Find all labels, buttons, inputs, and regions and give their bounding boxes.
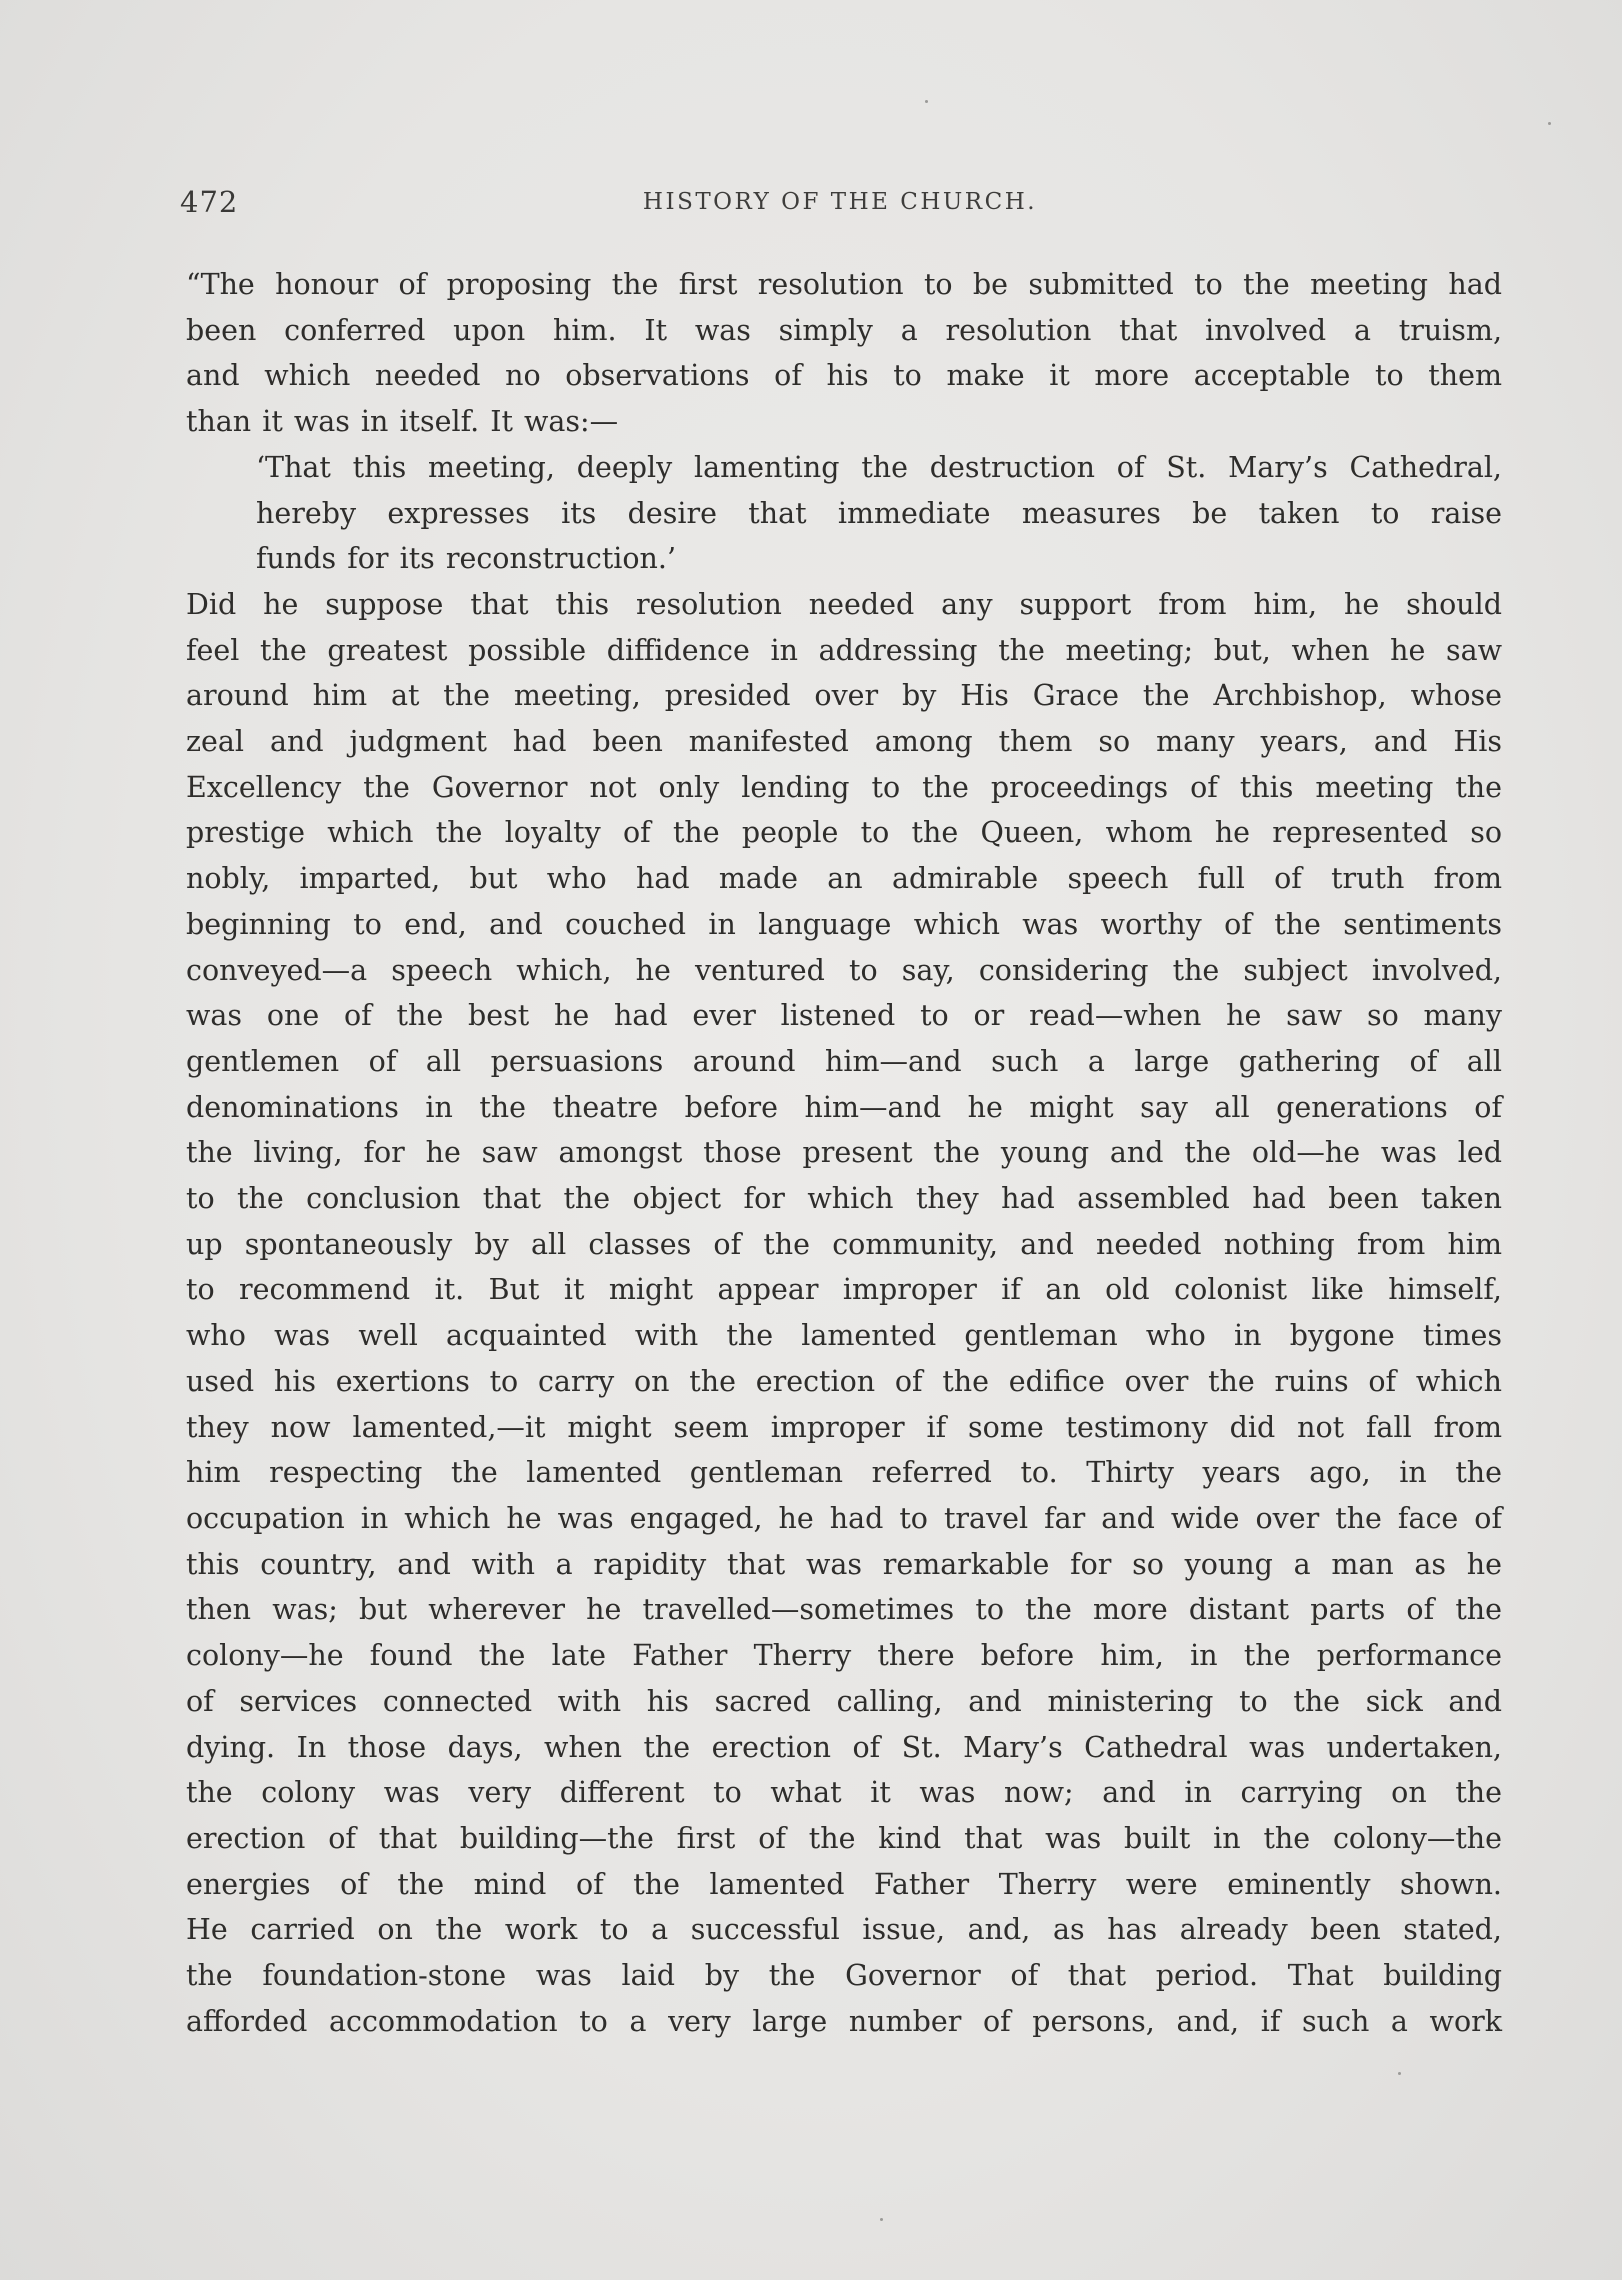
text-line: hereby expresses its desire that immediate measures be taken to raise [256, 496, 1502, 530]
text-line: they now lamented,—it might seem improper if some testimony did not fall from [186, 1410, 1502, 1444]
text-line: erection of that building—the first of the kind that was built in the colony—the [186, 1821, 1502, 1855]
text-line: of services connected with his sacred calling, and ministering to the sick and [186, 1684, 1502, 1718]
text-line: was one of the best he had ever listened to or read—when he saw so many [186, 999, 1502, 1033]
resolution-quote [186, 445, 1502, 582]
body-text [186, 262, 1502, 2044]
text-line: Did he suppose that this resolution needed any support from him, he should [186, 587, 1502, 621]
page-header [180, 185, 1500, 229]
text-line: feel the greatest possible diffidence in addressing the meeting; but, when he saw [186, 633, 1502, 667]
text-line: gentlemen of all persuasions around him—and such a large gathering of all [186, 1044, 1502, 1078]
text-line: occupation in which he was engaged, he had to travel far and wide over the face of [186, 1501, 1502, 1535]
text-line: beginning to end, and couched in language which was worthy of the sentiments [186, 907, 1502, 941]
text-line: up spontaneously by all classes of the community, and needed nothing from him [186, 1227, 1502, 1261]
text-line: who was well acquainted with the lamented gentleman who in bygone times [186, 1319, 1502, 1353]
text-line: to the conclusion that the object for which they had assembled had been taken [186, 1182, 1502, 1216]
text-line: the foundation-stone was laid by the Governor of that period. That building [186, 1959, 1502, 1993]
paper-speck [1398, 2072, 1401, 2075]
text-line: been conferred upon him. It was simply a resolution that involved a truism, [186, 313, 1502, 347]
text-line: him respecting the lamented gentleman referred to. Thirty years ago, in the [186, 1456, 1502, 1490]
text-line: to recommend it. But it might appear improper if an old colonist like himself, [186, 1273, 1502, 1307]
paper-speck [925, 100, 928, 103]
text-line: prestige which the loyalty of the people to the Queen, whom he represented so [186, 816, 1502, 850]
text-line: denominations in the theatre before him—and he might say all generations of [186, 1090, 1502, 1124]
text-line: funds for its reconstruction.’ [256, 542, 677, 576]
intro-paragraph [186, 262, 1502, 445]
text-line: used his exertions to carry on the erection of the edifice over the ruins of which [186, 1364, 1502, 1398]
text-line: dying. In those days, when the erection of St. Mary’s Cathedral was undertaken, [186, 1730, 1502, 1764]
text-line: ‘That this meeting, deeply lamenting the destruction of St. Mary’s Cathedral, [256, 450, 1502, 484]
text-line: than it was in itself. It was:— [186, 405, 619, 439]
page-number: 472 [180, 185, 239, 219]
text-line: nobly, imparted, but who had made an admirable speech full of truth from [186, 862, 1502, 896]
text-line: “The honour of proposing the first resolution to be submitted to the meeting had [186, 268, 1502, 301]
text-line: energies of the mind of the lamented Father Therry were eminently shown. [186, 1867, 1502, 1901]
main-paragraph [186, 582, 1502, 2045]
running-title: HISTORY OF THE CHURCH. [642, 189, 1038, 215]
text-line: and which needed no observations of his to make it more acceptable to them [186, 359, 1502, 393]
text-line: the colony was very different to what it was now; and in carrying on the [186, 1776, 1502, 1810]
text-line: Excellency the Governor not only lending to the proceedings of this meeting the [186, 770, 1502, 804]
text-line: around him at the meeting, presided over by His Grace the Archbishop, whose [186, 679, 1502, 713]
text-line: then was; but wherever he travelled—sometimes to the more distant parts of the [186, 1593, 1502, 1627]
text-line: zeal and judgment had been manifested among them so many years, and His [186, 725, 1502, 759]
text-line: conveyed—a speech which, he ventured to say, considering the subject involved, [186, 953, 1502, 987]
paper-speck [1548, 122, 1551, 125]
paper-speck [880, 2218, 883, 2221]
text-line: the living, for he saw amongst those present the young and the old—he was led [186, 1136, 1502, 1170]
text-line: He carried on the work to a successful issue, and, as has already been stated, [186, 1913, 1502, 1947]
text-line: colony—he found the late Father Therry there before him, in the performance [186, 1639, 1502, 1673]
text-line: afforded accommodation to a very large number of persons, and, if such a work [186, 2004, 1502, 2038]
text-line: this country, and with a rapidity that was remarkable for so young a man as he [186, 1547, 1502, 1581]
